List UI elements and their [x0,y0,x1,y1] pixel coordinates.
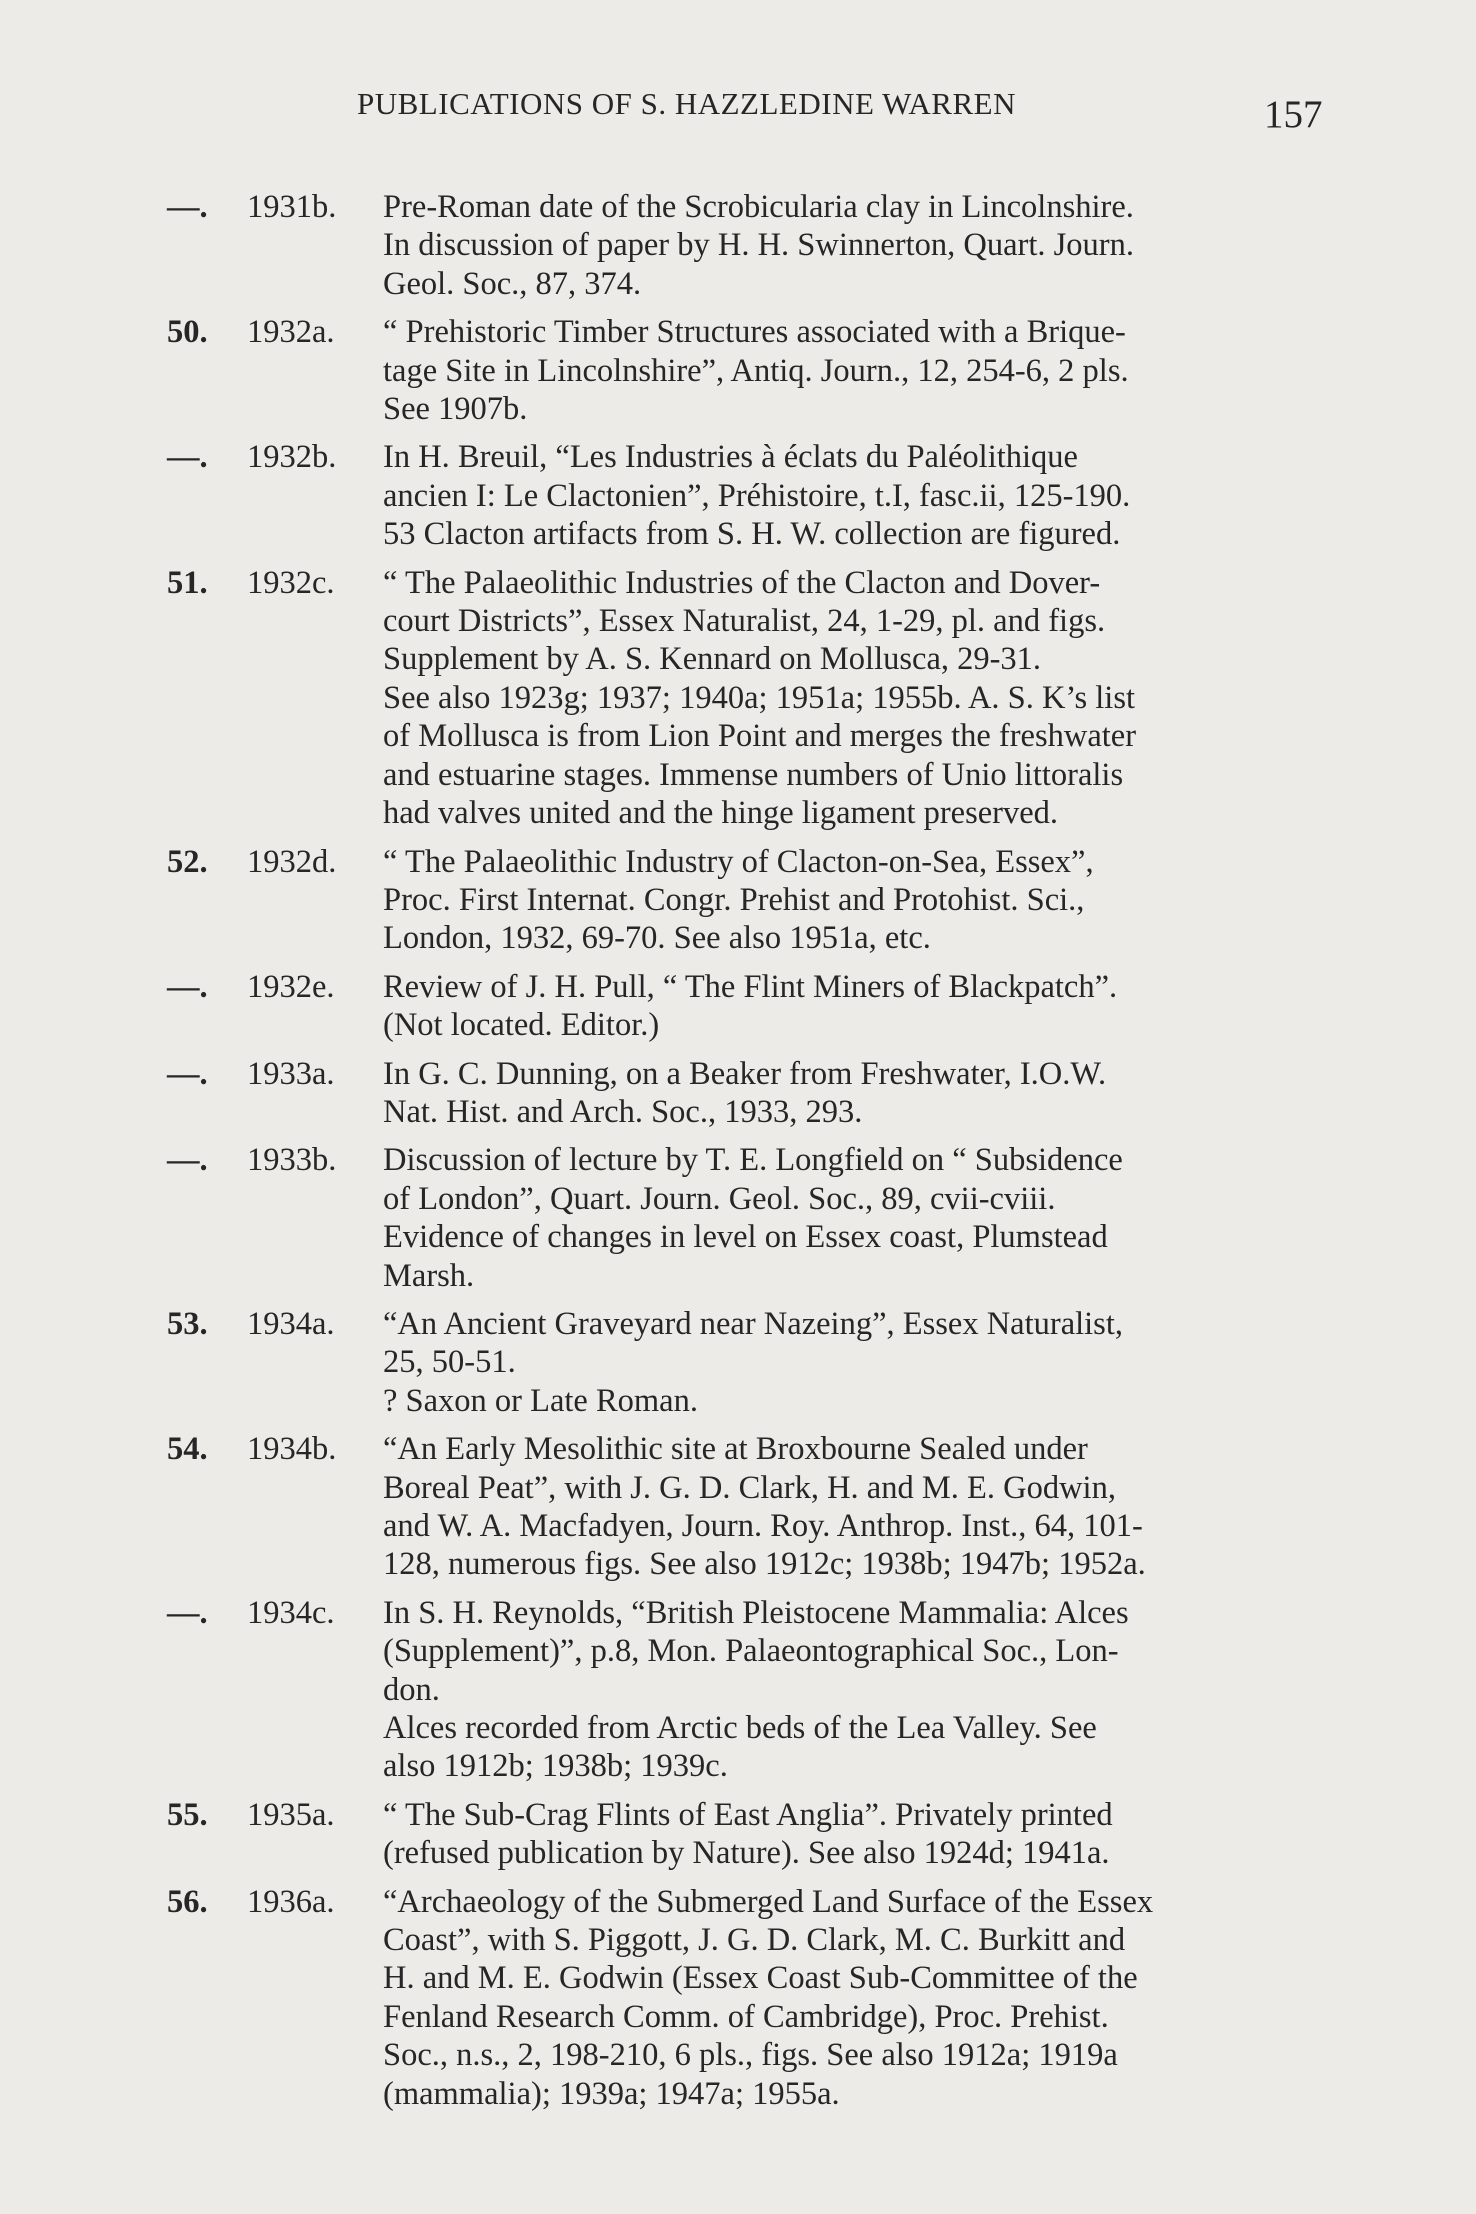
entry-text [383,968,1333,1045]
entry-text [383,843,1333,958]
entry-line: Boreal Peat”, with J. G. D. Clark, H. and M. E. Godwin, [383,1469,1116,1506]
running-head: PUBLICATIONS OF S. HAZZLEDINE WARREN [357,86,1016,121]
entry-line: Alces recorded from Arctic beds of the Lea Valley. See [383,1710,1097,1747]
entry-year: 1936a. [247,1883,335,1920]
entry-text [383,1883,1333,2113]
page-number: 157 [1264,93,1323,136]
entry-text [383,188,1333,303]
entry-number: 53. [167,1305,208,1342]
entry-number: 54. [167,1431,208,1468]
entry-number: —. [167,1142,208,1179]
entry-line: In H. Breuil, “Les Industries à éclats du Paléolithique [383,439,1078,476]
entry-line: London, 1932, 69-70. See also 1951a, etc. [383,920,931,957]
entry-line: “An Early Mesolithic site at Broxbourne Sealed under [383,1431,1088,1468]
entry-year: 1934b. [247,1431,337,1468]
bibliography-entry [167,313,1333,428]
entry-text [383,1141,1333,1295]
entry-line: (mammalia); 1939a; 1947a; 1955a. [383,2075,840,2112]
entry-line: don. [383,1671,440,1708]
entry-line: ancien I: Le Clactonien”, Préhistoire, t.I, fasc.ii, 125-190. [383,477,1131,514]
entry-line: Geol. Soc., 87, 374. [383,265,642,302]
entry-line: and W. A. Macfadyen, Journ. Roy. Anthrop. Inst., 64, 101- [383,1508,1143,1544]
entry-line: ? Saxon or Late Roman. [383,1382,698,1419]
entry-line: “ The Palaeolithic Industry of Clacton-on-Sea, Essex”, [383,843,1094,880]
entry-line: Coast”, with S. Piggott, J. G. D. Clark, M. C. Burkitt and [383,1922,1126,1959]
bibliography-list [167,188,1333,2123]
entry-line: Discussion of lecture by T. E. Longfield on “ Subsidence [383,1142,1123,1179]
entry-year: 1931b. [247,189,337,225]
entry-year: 1933b. [247,1142,337,1179]
bibliography-entry [167,1883,1333,2113]
bibliography-entry [167,1055,1333,1132]
entry-line: See 1907b. [383,391,528,428]
entry-year: 1935a. [247,1796,335,1833]
entry-line: Proc. First Internat. Congr. Prehist and Protohist. Sci., [383,881,1085,918]
entry-line: 53 Clacton artifacts from S. H. W. collection are figured. [383,516,1121,553]
entry-number: 52. [167,843,208,880]
entry-line: In G. C. Dunning, on a Beaker from Freshwater, I.O.W. [383,1055,1107,1092]
entry-number: 55. [167,1796,208,1833]
entry-line: tage Site in Lincolnshire”, Antiq. Journ., 12, 254-6, 2 pls. [383,352,1129,389]
entry-line: Review of J. H. Pull, “ The Flint Miners of Blackpatch”. [383,968,1118,1005]
entry-number: —. [167,968,208,1005]
entry-year: 1933a. [247,1055,335,1092]
bibliography-entry [167,438,1333,553]
entry-line: Fenland Research Comm. of Cambridge), Proc. Prehist. [383,1998,1109,2035]
bibliography-entry [167,968,1333,1045]
entry-line: Evidence of changes in level on Essex coast, Plumstead [383,1219,1108,1256]
entry-line: also 1912b; 1938b; 1939c. [383,1748,728,1785]
bibliography-entry [167,1305,1333,1420]
entry-line: Soc., n.s., 2, 198-210, 6 pls., figs. See also 1912a; 1919a [383,2037,1118,2074]
entry-line: In discussion of paper by H. H. Swinnerton, Quart. Journ. [383,227,1135,264]
entry-number: 56. [167,1883,208,1920]
entry-line: (Not located. Editor.) [383,1007,660,1044]
entry-line: See also 1923g; 1937; 1940a; 1951a; 1955b. A. S. K’s list [383,679,1136,716]
entry-year: 1932b. [247,439,337,476]
entry-line: (refused publication by Nature). See also 1924d; 1941a. [383,1835,1110,1872]
bibliography-entry [167,1796,1333,1873]
entry-line: 25, 50-51. [383,1344,516,1381]
entry-number: —. [167,1594,208,1631]
entry-year: 1932a. [247,314,335,351]
entry-text [383,313,1333,428]
entry-number: —. [167,189,208,225]
entry-line: Marsh. [383,1257,475,1294]
entry-text [383,564,1333,833]
entry-year: 1934a. [247,1305,335,1342]
entry-line: (Supplement)”, p.8, Mon. Palaeontographical Soc., Lon- [383,1633,1119,1670]
entry-line: Supplement by A. S. Kennard on Mollusca, 29-31. [383,641,1042,678]
bibliography-entry [167,1430,1333,1584]
entry-line: “ The Palaeolithic Industries of the Clacton and Dover- [383,564,1101,601]
entry-line: “An Ancient Graveyard near Nazeing”, Essex Naturalist, [383,1305,1123,1342]
entry-text [383,1796,1333,1873]
entry-number: —. [167,439,208,476]
entry-number: —. [167,1055,208,1092]
entry-year: 1934c. [247,1594,335,1631]
entry-year: 1932d. [247,843,337,880]
bibliography-entry [167,1141,1333,1295]
bibliography-entry [167,843,1333,958]
entry-line: court Districts”, Essex Naturalist, 24, 1-29, pl. and figs. [383,603,1106,640]
entry-year: 1932e. [247,968,335,1005]
entry-text [383,1305,1333,1420]
entry-text [383,1430,1333,1584]
entry-line: In S. H. Reynolds, “British Pleistocene Mammalia: Alces [383,1594,1129,1631]
entry-text [383,438,1333,553]
entry-number: 51. [167,564,208,601]
entry-line: “Archaeology of the Submerged Land Surface of the Essex [383,1883,1154,1920]
entry-line: “ Prehistoric Timber Structures associated with a Brique- [383,314,1126,351]
bibliography-entry [167,1594,1333,1786]
entry-text [383,1594,1333,1786]
entry-number: 50. [167,314,208,351]
bibliography-entry [167,564,1333,833]
entry-line: Pre-Roman date of the Scrobicularia clay in Lincolnshire. [383,189,1134,225]
entry-line: Nat. Hist. and Arch. Soc., 1933, 293. [383,1093,863,1130]
entry-line: “ The Sub-Crag Flints of East Anglia”. Privately printed [383,1796,1113,1833]
entry-line: of Mollusca is from Lion Point and merges the freshwater [383,718,1137,755]
entry-line: 128, numerous figs. See also 1912c; 1938b; 1947b; 1952a. [383,1546,1146,1583]
entry-line: of London”, Quart. Journ. Geol. Soc., 89, cvii-cviii. [383,1180,1056,1217]
bibliography-entry [167,188,1333,303]
entry-line: had valves united and the hinge ligament preserved. [383,795,1059,832]
entry-year: 1932c. [247,564,335,601]
entry-text [383,1055,1333,1132]
entry-line: H. and M. E. Godwin (Essex Coast Sub-Committee of the [383,1960,1138,1997]
entry-line: and estuarine stages. Immense numbers of Unio littoralis [383,756,1124,793]
